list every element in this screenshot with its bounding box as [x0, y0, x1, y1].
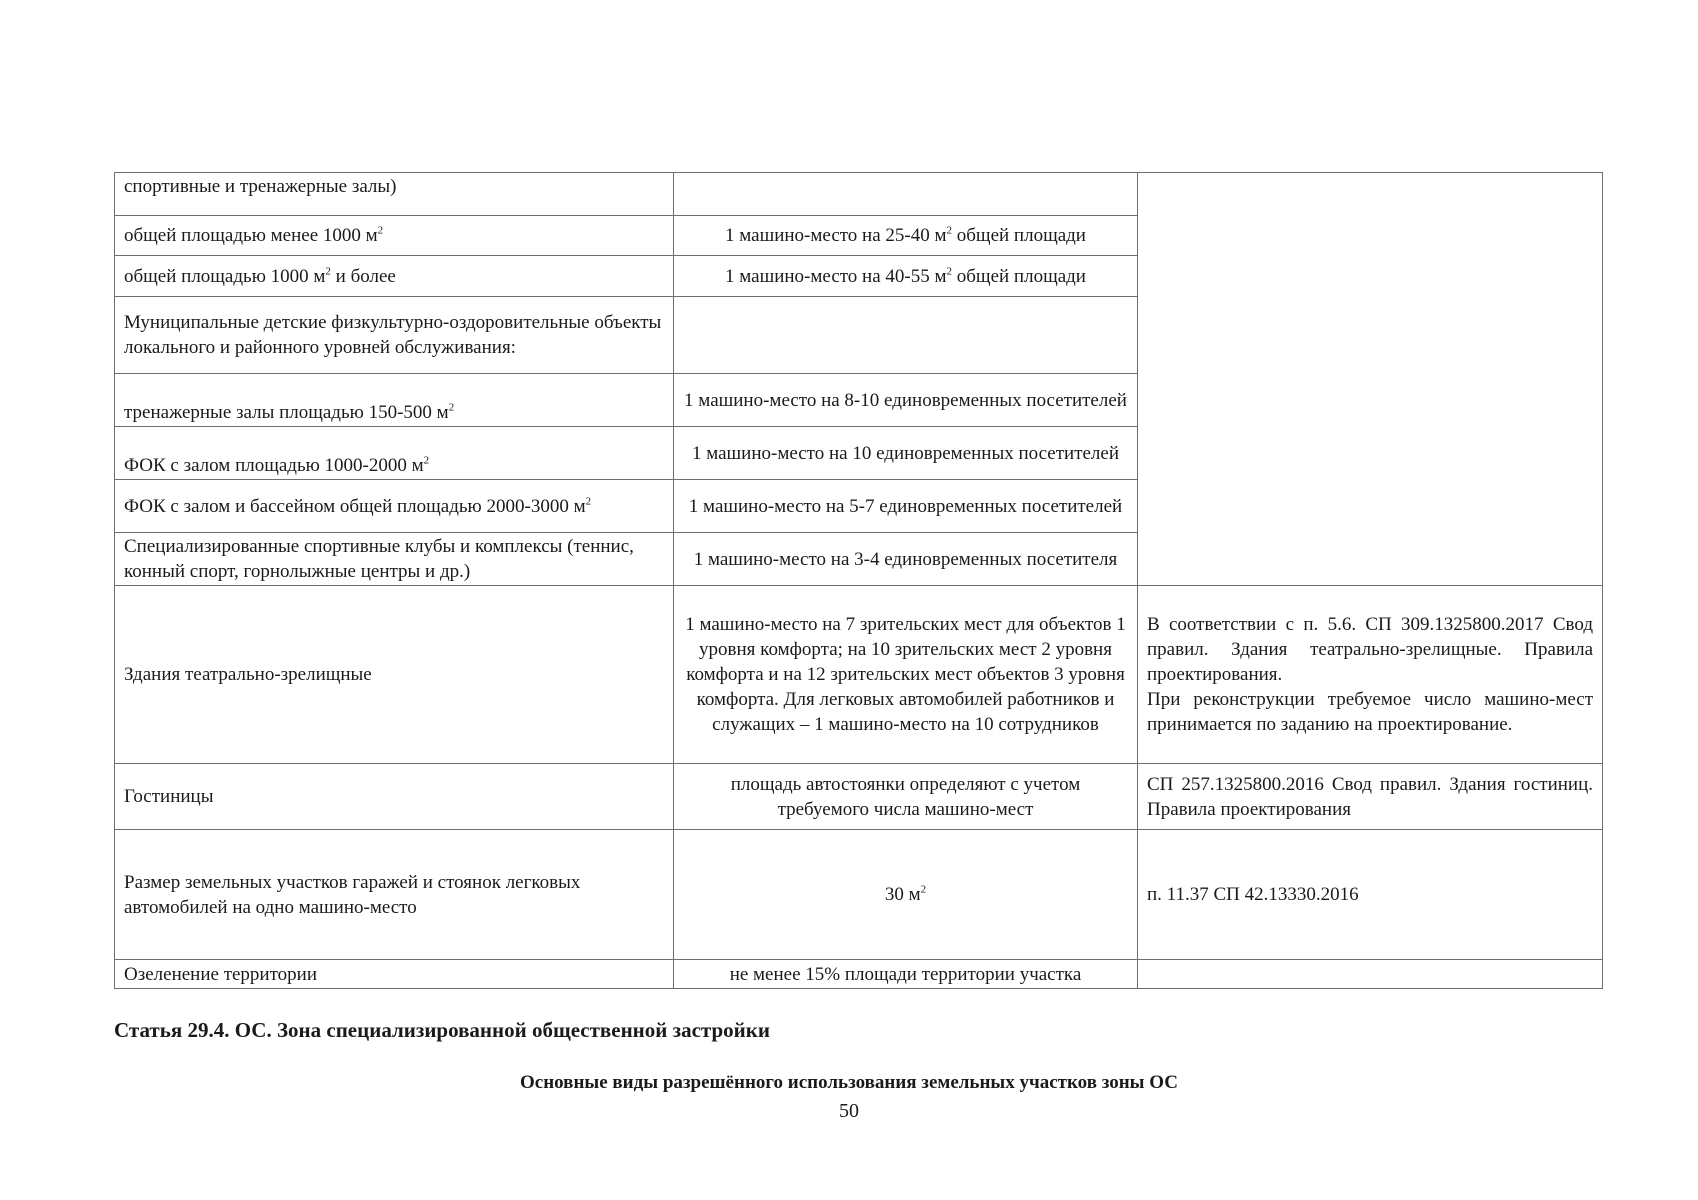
table-cell: 1 машино-место на 7 зрительских мест для объектов 1 уровня комфорта; на 10 зрительских мест 2 уровня комфорта и на 12 зрительских мест объектов 3 уровня комфорта. Для легковых автомобилей работников и служащих – 1 машино-место на 10 сотрудников	[674, 586, 1138, 764]
table-cell: СП 257.1325800.2016 Свод правил. Здания гостиниц. Правила проектирования	[1138, 764, 1603, 830]
table-cell: общей площадью 1000 $м^2$ и более	[115, 256, 674, 297]
table-cell: 30 $м^2$	[674, 830, 1138, 960]
page-number: 50	[839, 1100, 859, 1122]
table-cell: 1 машино-место на 40-55 $м^2$ общей площади	[674, 256, 1138, 297]
table-cell: Муниципальные детские физкультурно-оздоровительные объекты локального и районного уровней обслуживания:	[115, 297, 674, 374]
table-cell: спортивные и тренажерные залы)	[115, 173, 674, 216]
table-row	[115, 830, 1603, 960]
table-cell: 1 машино-место на 5-7 единовременных посетителей	[674, 480, 1138, 533]
table-cell: ФОК с залом и бассейном общей площадью 2000-3000 $м^2$	[115, 480, 674, 533]
parking-norms-table	[114, 172, 1603, 989]
table-cell	[1138, 960, 1603, 989]
table-cell: Размер земельных участков гаражей и стоянок легковых автомобилей на одно машино-место	[115, 830, 674, 960]
table-cell: В соответствии с п. 5.6. СП 309.1325800.2017 Свод правил. Здания театрально-зрелищные. Правила проектирования. При реконструкции требуемое число машино-мест принимается по заданию на проектирование.	[1138, 586, 1603, 764]
table-row	[115, 764, 1603, 830]
table-cell: 1 машино-место на 10 единовременных посетителей	[674, 427, 1138, 480]
table-cell	[674, 173, 1138, 216]
table-cell-merged	[1138, 173, 1603, 586]
table-cell: 1 машино-место на 25-40 $м^2$ общей площади	[674, 216, 1138, 256]
section-subtitle: Основные виды разрешённого использования земельных участков зоны ОС	[520, 1072, 1178, 1093]
table-row	[115, 173, 1603, 216]
article-heading: Статья 29.4. ОС. Зона специализированной общественной застройки	[114, 1018, 770, 1042]
table-cell: 1 машино-место на 8-10 единовременных посетителей	[674, 374, 1138, 427]
table-cell: Здания театрально-зрелищные	[115, 586, 674, 764]
table-row	[115, 586, 1603, 764]
table-cell: Специализированные спортивные клубы и комплексы (теннис, конный спорт, горнолыжные центры и др.)	[115, 533, 674, 586]
table-cell	[674, 297, 1138, 374]
table-cell: площадь автостоянки определяют с учетом требуемого числа машино-мест	[674, 764, 1138, 830]
table-cell: 1 машино-место на 3-4 единовременных посетителя	[674, 533, 1138, 586]
table-row	[115, 960, 1603, 989]
table-cell: Озеленение территории	[115, 960, 674, 989]
table-cell: п. 11.37 СП 42.13330.2016	[1138, 830, 1603, 960]
table-cell: общей площадью менее 1000 $м^2$	[115, 216, 674, 256]
table-cell: ФОК с залом площадью 1000-2000 $м^2$	[115, 427, 674, 480]
table-cell: не менее 15% площади территории участка	[674, 960, 1138, 989]
table-cell: Гостиницы	[115, 764, 674, 830]
table-cell: тренажерные залы площадью 150-500 $м^2$	[115, 374, 674, 427]
